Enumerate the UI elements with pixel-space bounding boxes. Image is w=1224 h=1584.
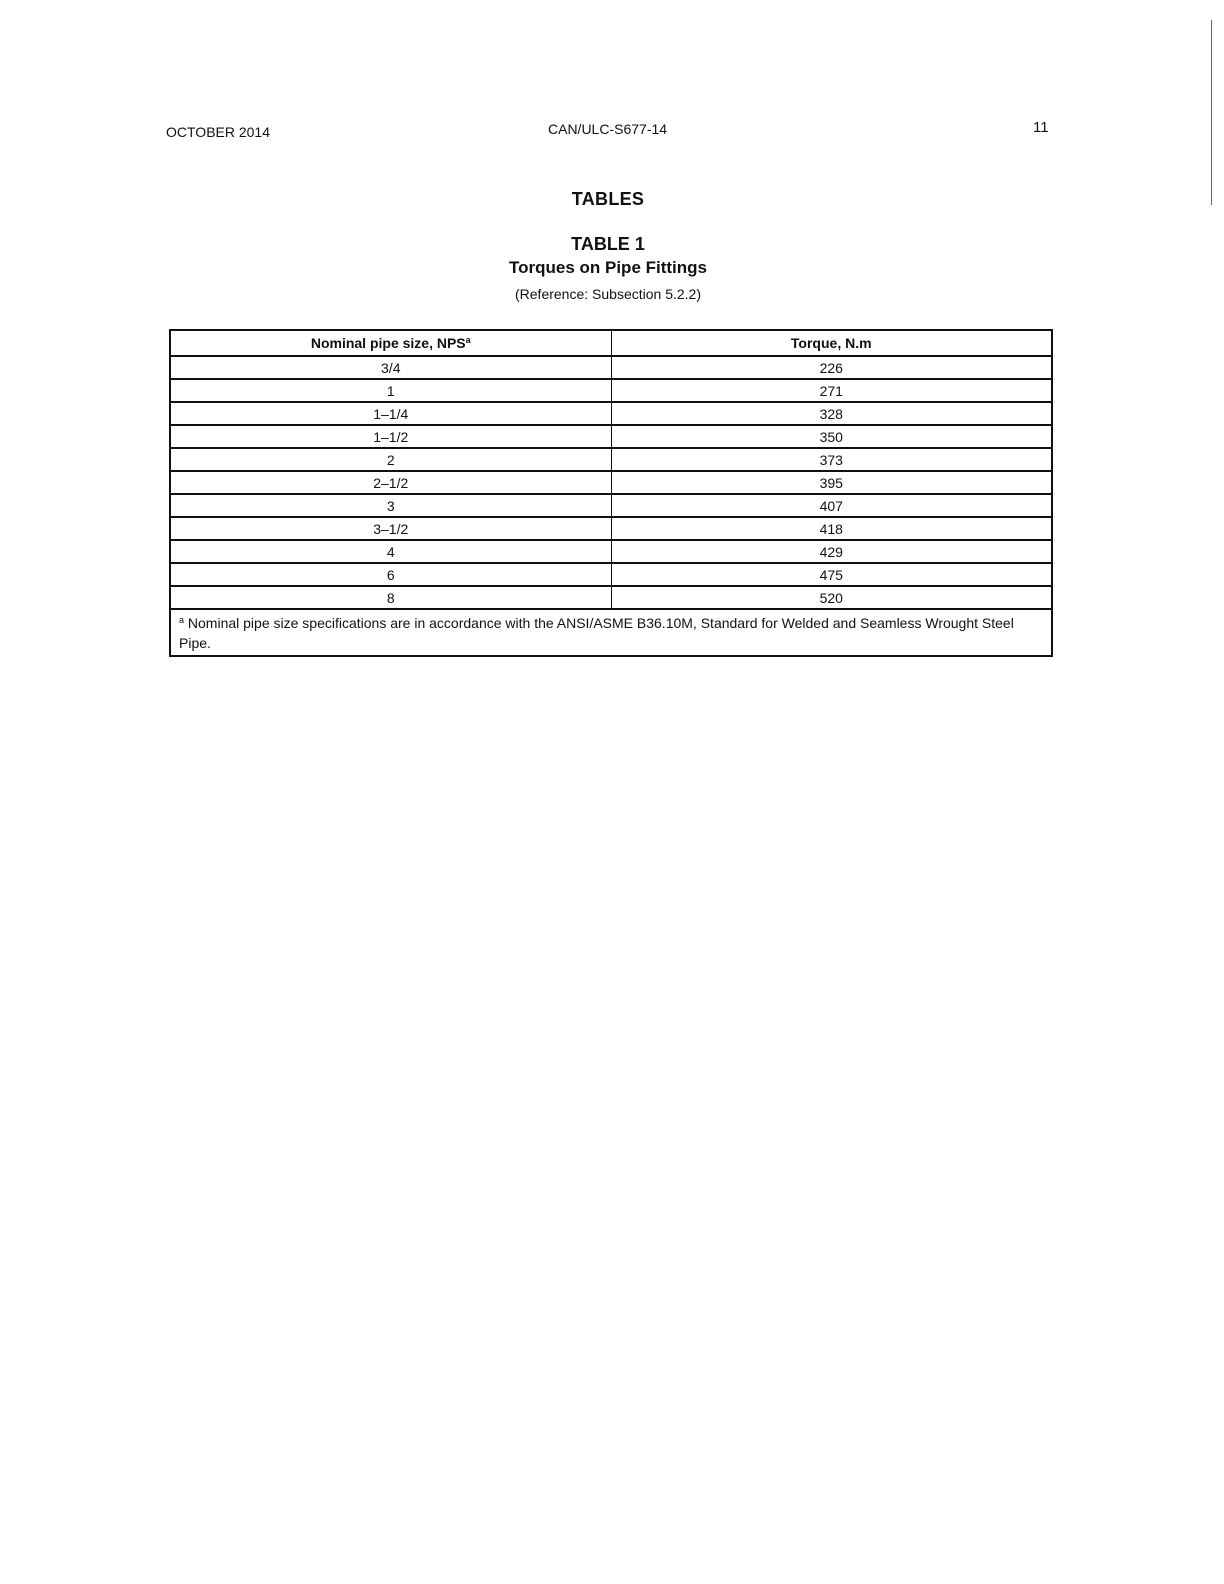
header-standard: CAN/ULC-S677-14 [548,121,668,137]
table-row [170,402,1052,425]
table-row [170,356,1052,379]
nps-cell: 3–1/2 [170,517,611,540]
table-footnote-row [170,609,1052,656]
torque-cell: 418 [611,517,1052,540]
torque-cell: 271 [611,379,1052,402]
table-row [170,379,1052,402]
table-row [170,540,1052,563]
torque-cell: 395 [611,471,1052,494]
table-reference: (Reference: Subsection 5.2.2) [515,286,701,302]
torque-cell: 350 [611,425,1052,448]
table-row [170,563,1052,586]
nps-cell: 2–1/2 [170,471,611,494]
nps-cell: 4 [170,540,611,563]
col-header-nps [170,330,611,356]
nps-cell: 3 [170,494,611,517]
nps-cell: 2 [170,448,611,471]
table-number: TABLE 1 [571,234,645,254]
col-header-torque: Torque, N.m [611,330,1052,356]
torque-cell: 328 [611,402,1052,425]
footnote-text: Nominal pipe size specifications are in accordance with the ANSI/ASME B36.10M, Standard for Welded and Seamless Wrought Steel Pipe. [179,615,1014,651]
scan-edge-line [1211,20,1212,205]
table-row [170,448,1052,471]
table-row [170,471,1052,494]
table-footnote [170,609,1052,656]
torque-cell: 226 [611,356,1052,379]
footnote-marker: a [179,615,185,625]
section-title: TABLES [571,189,645,209]
page-number: 11 [1033,119,1049,136]
nps-cell: 1–1/2 [170,425,611,448]
col-header-nps-label: Nominal pipe size, NPS [310,335,466,351]
torque-cell: 407 [611,494,1052,517]
torque-cell: 429 [611,540,1052,563]
table-caption: Torques on Pipe Fittings [508,258,707,277]
table-header-row [170,330,1052,356]
torque-table [169,329,1053,657]
table-row [170,425,1052,448]
nps-cell: 8 [170,586,611,609]
header-date: OCTOBER 2014 [166,124,271,140]
torque-cell: 373 [611,448,1052,471]
nps-cell: 1–1/4 [170,402,611,425]
nps-cell: 6 [170,563,611,586]
table-row [170,586,1052,609]
nps-cell: 3/4 [170,356,611,379]
table-row [170,494,1052,517]
torque-cell: 520 [611,586,1052,609]
col-header-nps-superscript: a [465,335,471,345]
torque-cell: 475 [611,563,1052,586]
table-row [170,517,1052,540]
nps-cell: 1 [170,379,611,402]
